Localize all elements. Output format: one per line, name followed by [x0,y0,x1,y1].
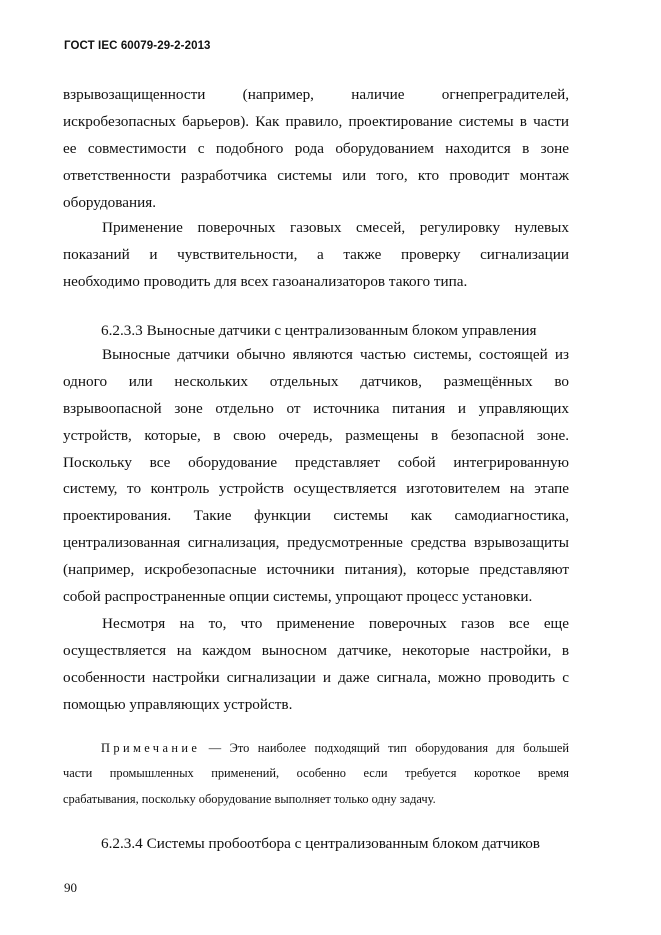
text-line: устройств, которые, в свою очередь, размещены в безопасной зоне. [63,426,569,444]
text-line: одного или нескольких отдельных датчиков, размещённых во [63,372,569,390]
section-heading-6-2-3-4: 6.2.3.4 Системы пробоотбора с централизованным блоком датчиков [101,835,540,852]
text-line: Несмотря на то, что применение поверочных газов все еще [102,615,569,632]
text-line: осуществляется на каждом выносном датчике, некоторые настройки, в [63,641,569,659]
document-standard-header: ГОСТ IEC 60079-29-2-2013 [64,40,211,52]
text-line: систему, то контроль устройств осуществляется изготовителем на этапе [63,480,569,498]
text-line: взрывозащищенности (например, наличие огнепреградителей, [63,86,569,103]
page-number: 90 [64,880,77,895]
text-line: ее совместимости с подобного рода оборудованием находится в зоне [63,139,569,157]
text-line: особенности настройки сигнализации и даже сигнала, можно проводить с [63,668,569,686]
paragraph-1 [63,86,569,220]
note-text: — Это наиболее подходящий тип оборудования для большей [200,741,569,755]
text-line: Применение поверочных газовых смесей, регулировку нулевых [102,219,569,236]
note-label: Примечание [101,741,201,755]
text-line: проектирования. Такие функции системы как самодиагностика, [63,507,569,525]
text-line: Поскольку все оборудование представляет собой интегрированную [63,453,569,471]
text-line: оборудования. [63,193,157,211]
text-line: необходимо проводить для всех газоанализаторов такого типа. [63,272,468,290]
text-line: показаний и чувствительности, а также проверку сигнализации [63,245,569,263]
text-line: Выносные датчики обычно являются частью системы, состоящей из [102,346,569,363]
text-line: взрывоопасной зоне отдельно от источника питания и управляющих [63,399,569,417]
paragraph-3 [63,346,569,615]
paragraph-4 [63,615,569,723]
text-line: ответственности разработчика системы или того, кто проводит монтаж [63,166,569,184]
text-line: искробезопасных барьеров). Как правило, проектирование системы в части [63,112,569,130]
paragraph-2 [63,219,569,300]
note-line [101,736,569,761]
text-line: помощью управляющих устройств. [63,695,293,713]
section-heading-6-2-3-3: 6.2.3.3 Выносные датчики с централизованным блоком управления [101,322,537,339]
text-line: централизованная сигнализация, предусмотренные средства взрывозащиты [63,534,569,552]
text-line: (например, искробезопасные источники питания), которые представляют [63,561,569,579]
note-block [63,736,569,812]
text-line: собой распространенные опции системы, упрощают процесс установки. [63,588,533,606]
note-line: части промышленных применений, особенно если требуется короткое время [63,766,569,781]
note-line: срабатывания, поскольку оборудование выполняет только одну задачу. [63,791,436,806]
